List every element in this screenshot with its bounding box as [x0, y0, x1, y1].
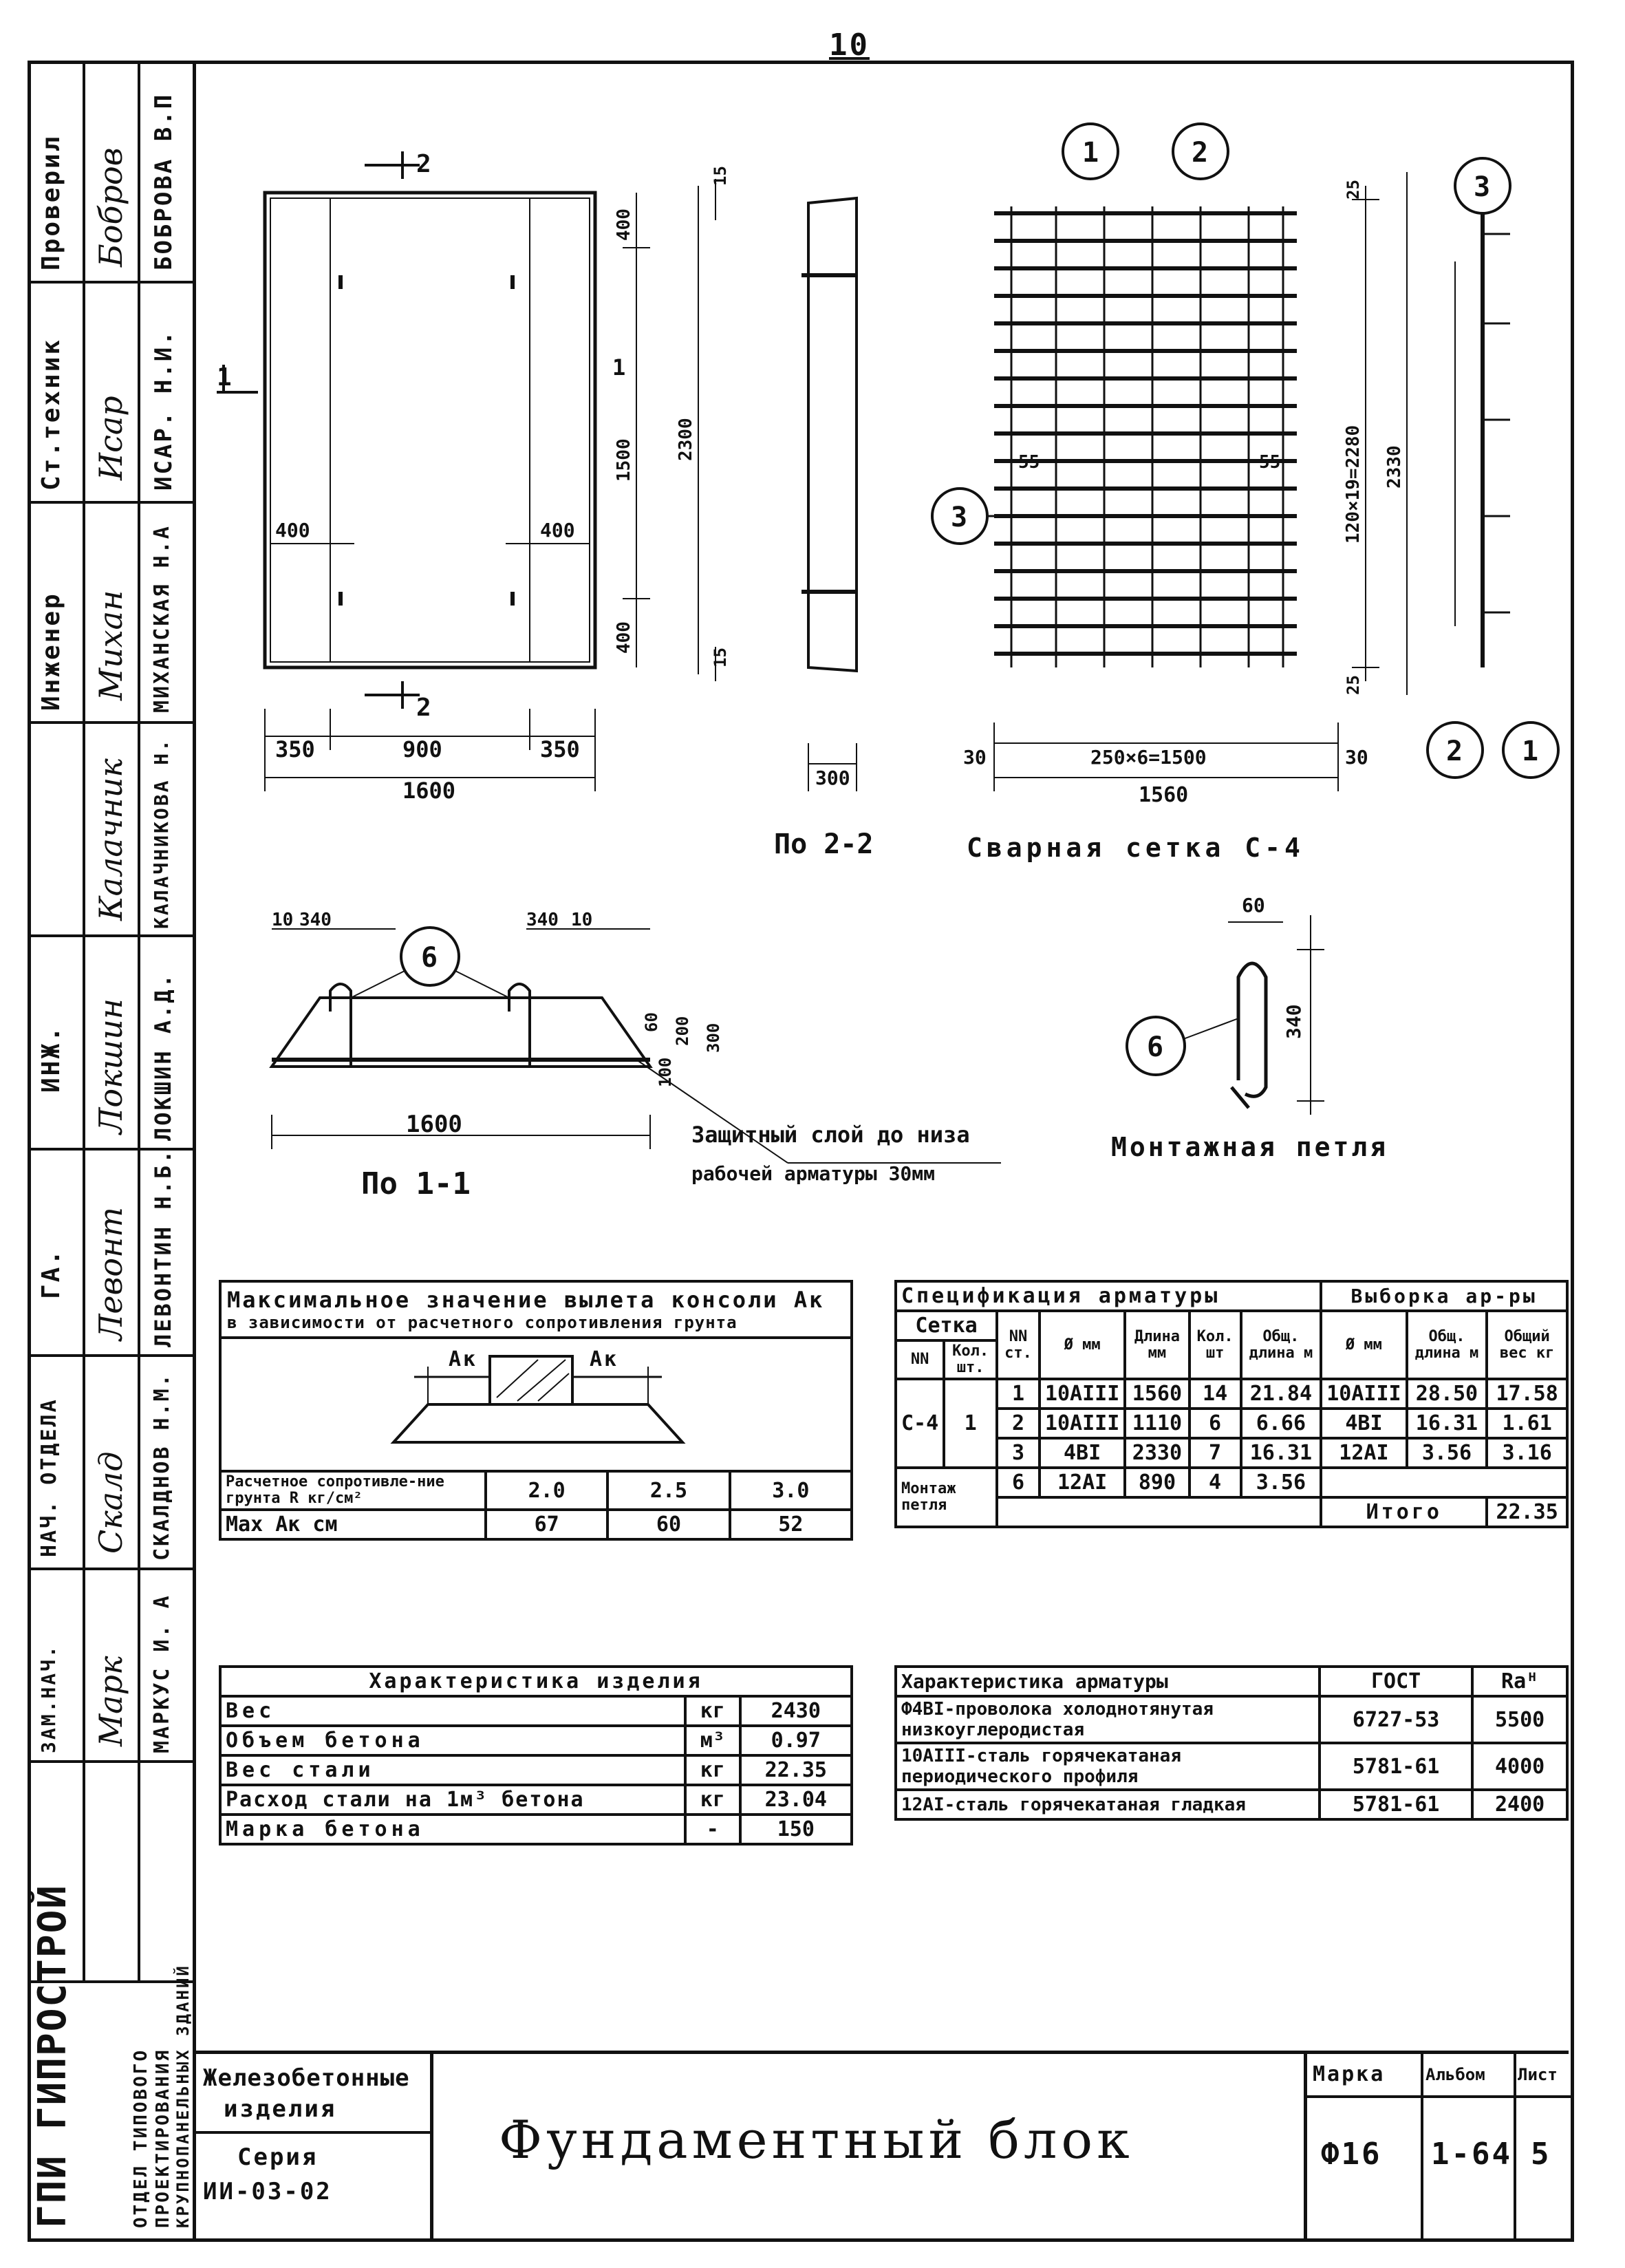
- product-row-unit: кг: [685, 1696, 740, 1726]
- plan-dim-15-bottom: 15: [711, 648, 730, 667]
- rebar-row-name: 10AIII-сталь горячекатаная периодического профиля: [896, 1743, 1320, 1790]
- rebar-row-gost: 5781-61: [1320, 1743, 1472, 1790]
- plan-section-bottom: 2: [416, 694, 431, 722]
- spec-head-total-len: Общ. длина м: [1241, 1311, 1322, 1379]
- section-2-2-dim-300: 300: [815, 767, 850, 789]
- console-row2-value-1: 60: [607, 1510, 729, 1539]
- console-row1-value-0: 2.0: [486, 1471, 607, 1510]
- rebar-table: [894, 1665, 1569, 1821]
- sidebar-name-5: ЛЕВОНТИН Н.Б.: [150, 1148, 176, 1347]
- plan-dim-1500: 1500: [614, 438, 634, 482]
- table-cell: 4BI: [1040, 1438, 1125, 1468]
- product-row-value: 150: [740, 1815, 852, 1844]
- plan-dim-2300: 2300: [676, 418, 696, 461]
- mesh-dim-30-left: 30: [963, 746, 987, 769]
- marka-value: Ф16: [1321, 2137, 1382, 2172]
- marka-label: Марка: [1313, 2062, 1386, 2086]
- table-cell: 10AIII: [1321, 1379, 1406, 1409]
- spec-setka-count: 1: [944, 1379, 997, 1468]
- console-row2-label: Max Ак см: [220, 1510, 486, 1539]
- sidebar-signature-0: Бобров: [92, 147, 129, 267]
- table-cell: 2: [997, 1409, 1040, 1438]
- product-row-unit: кг: [685, 1755, 740, 1785]
- mesh-side-callout-1: 1: [1522, 736, 1539, 767]
- rebar-row-name: Ф4BI-проволока холоднотянутая низкоуглеродистая: [896, 1696, 1320, 1743]
- spec-head-total-len2: Общ. длина м: [1407, 1311, 1487, 1379]
- mesh-dim-2330: 2330: [1384, 445, 1405, 489]
- product-row-value: 0.97: [740, 1726, 852, 1755]
- rebar-head-name: Характеристика арматуры: [896, 1667, 1320, 1696]
- sidebar-role-4: ИНЖ.: [37, 1025, 65, 1093]
- product-row-name: Вес стали: [220, 1755, 685, 1785]
- section-1-1-dim-340-left: 340: [299, 910, 332, 930]
- sheet-value: 5: [1531, 2137, 1551, 2172]
- sidebar-name-1: ИСАР. Н.И.: [150, 329, 177, 491]
- sidebar-role-0: Проверил: [37, 134, 65, 270]
- rebar-row-ra: 5500: [1472, 1696, 1567, 1743]
- section-1-1-dim-100: 100: [656, 1057, 675, 1087]
- org-logo: ГПИ ГИПРОСТРОЙ: [30, 1883, 75, 2228]
- section-1-1-dim-10-left: 10: [272, 910, 294, 930]
- sidebar-name-4: ЛОКШИН А.Д.: [150, 972, 176, 1141]
- series-label: Серия: [237, 2143, 319, 2171]
- table-cell: 1110: [1125, 1409, 1189, 1438]
- spec-head-length: Длина мм: [1125, 1311, 1189, 1379]
- mesh-side-callout-2: 2: [1446, 736, 1463, 767]
- sidebar-name-3: КАЛАЧНИКОВА Н.: [150, 737, 173, 929]
- plan-view: [217, 151, 715, 791]
- table-cell: 4BI: [1321, 1409, 1406, 1438]
- section-2-2: [801, 198, 857, 791]
- sidebar-name-7: МАРКУС И. А: [150, 1594, 174, 1753]
- console-row1-value-1: 2.5: [607, 1471, 729, 1510]
- spec-table: [894, 1280, 1569, 1528]
- title-category: [196, 2054, 433, 2240]
- table-cell: 2330: [1125, 1438, 1189, 1468]
- sidebar-role-1: Ст.техник: [37, 337, 65, 491]
- mesh-dim-25-top: 25: [1344, 180, 1363, 200]
- spec-total-label: Итого: [1321, 1497, 1487, 1527]
- rebar-row-gost: 5781-61: [1320, 1790, 1472, 1819]
- mesh-callout-1: 1: [1082, 137, 1099, 169]
- sidebar-signature-1: Исар: [92, 396, 129, 480]
- spec-title-right: Выборка ар-ры: [1321, 1281, 1567, 1311]
- table-cell: [997, 1497, 1321, 1527]
- product-row-name: Вес: [220, 1696, 685, 1726]
- table-cell: [1321, 1468, 1567, 1497]
- rebar-head-gost: ГОСТ: [1320, 1667, 1472, 1696]
- product-row-unit: кг: [685, 1785, 740, 1815]
- mesh-dim-55-right: 55: [1259, 452, 1281, 473]
- sidebar-role-7: ЗАМ.НАЧ.: [37, 1644, 60, 1753]
- table-cell: 12AI: [1040, 1468, 1125, 1497]
- spec-loop-label: Монтаж петля: [896, 1468, 997, 1527]
- loop-label: Монтажная петля: [1111, 1132, 1389, 1162]
- spec-head-diam: Ø мм: [1040, 1311, 1125, 1379]
- loop-dim-60: 60: [1242, 894, 1265, 917]
- product-row-unit: м³: [685, 1726, 740, 1755]
- mesh-dim-250x6: 250×6=1500: [1090, 746, 1207, 769]
- section-1-1-dim-10-right: 10: [571, 910, 593, 930]
- console-ak-label-right: Ак: [590, 1347, 619, 1371]
- table-cell: 6: [1190, 1409, 1241, 1438]
- spec-head-nn-st: NN ст.: [997, 1311, 1040, 1379]
- mesh-dim-120x19: 120×19=2280: [1343, 425, 1364, 544]
- spec-title: Спецификация арматуры: [896, 1281, 1321, 1311]
- table-cell: 10AIII: [1040, 1379, 1125, 1409]
- spec-head-nn: NN: [896, 1340, 944, 1379]
- org-line-1: ОТДЕЛ ТИПОВОГО: [131, 2048, 151, 2228]
- spec-head-kol: Кол. шт.: [944, 1340, 997, 1379]
- table-cell: 16.31: [1241, 1438, 1322, 1468]
- table-cell: 1560: [1125, 1379, 1189, 1409]
- table-cell: 890: [1125, 1468, 1189, 1497]
- console-row2-value-2: 52: [730, 1510, 852, 1539]
- product-row-name: Марка бетона: [220, 1815, 685, 1844]
- plan-dim-400-bottom: 400: [614, 621, 634, 654]
- category-line1: Железобетонные: [203, 2064, 410, 2092]
- product-table: [219, 1665, 853, 1846]
- title-marks: [1304, 2054, 1572, 2240]
- product-title: Характеристика изделия: [220, 1667, 852, 1696]
- table-cell: 17.58: [1487, 1379, 1567, 1409]
- spec-setka-mark: С-4: [896, 1379, 944, 1468]
- plan-dim-350-left: 350: [275, 736, 315, 762]
- page-number: 10: [829, 28, 870, 63]
- rebar-head-ra: Rаᴴ: [1472, 1667, 1567, 1696]
- table-cell: 3.56: [1407, 1438, 1487, 1468]
- console-title-line2: в зависимости от расчетного сопротивления грунта: [227, 1313, 738, 1332]
- plan-dim-900: 900: [402, 736, 442, 762]
- console-sketch: [219, 1336, 853, 1470]
- sidebar: [28, 61, 193, 2228]
- sidebar-signature-7: Марк: [92, 1656, 129, 1746]
- table-cell: 1.61: [1487, 1409, 1567, 1438]
- section-1-1-label: По 1-1: [361, 1166, 471, 1201]
- section-1-1-note-line2: рабочей арматуры 30мм: [691, 1162, 936, 1185]
- mesh-dim-1560: 1560: [1139, 783, 1189, 807]
- sidebar-signature-5: Левонт: [92, 1207, 129, 1340]
- product-row-value: 22.35: [740, 1755, 852, 1785]
- table-cell: 28.50: [1407, 1379, 1487, 1409]
- spec-head-count: Кол. шт: [1190, 1311, 1241, 1379]
- console-table: [219, 1280, 853, 1541]
- rebar-row-ra: 4000: [1472, 1743, 1567, 1790]
- section-1-1-callout-6: 6: [421, 942, 438, 974]
- table-cell: 6: [997, 1468, 1040, 1497]
- table-cell: 1: [997, 1379, 1040, 1409]
- section-1-1-dim-60: 60: [642, 1012, 661, 1032]
- sidebar-signature-2: Михан: [92, 590, 129, 700]
- plan-dim-400-top: 400: [614, 208, 634, 241]
- plan-dim-400-right: 400: [540, 519, 575, 542]
- plan-section-1-mark: 1: [612, 354, 626, 381]
- title-block: [196, 2051, 1569, 2240]
- table-cell: 3: [997, 1438, 1040, 1468]
- mesh-dim-25-bottom: 25: [1344, 675, 1363, 695]
- mesh-dim-55-left: 55: [1018, 452, 1040, 473]
- sidebar-name-6: СКАЛДНОВ Н.М.: [150, 1372, 174, 1561]
- table-cell: 14: [1190, 1379, 1241, 1409]
- sidebar-role-2: Инженер: [37, 592, 65, 711]
- product-row-value: 2430: [740, 1696, 852, 1726]
- mesh-label: Сварная сетка С-4: [967, 833, 1304, 863]
- drawings-area: [196, 103, 1565, 1239]
- console-row1-label: Расчетное сопротивле-ние грунта R кг/см²: [220, 1471, 486, 1510]
- album-value: 1-64: [1431, 2137, 1512, 2172]
- org-line-3: КРУПНОПАНЕЛЬНЫХ ЗДАНИЙ: [173, 1964, 193, 2228]
- plan-dim-350-right: 350: [540, 736, 580, 762]
- plan-dim-400-left: 400: [275, 519, 310, 542]
- mesh-callout-2: 2: [1192, 137, 1209, 169]
- spec-total-value: 22.35: [1487, 1497, 1567, 1527]
- sidebar-name-0: БОБРОВА В.П: [150, 92, 177, 270]
- section-1-1-dim-200: 200: [673, 1016, 692, 1046]
- console-values-table: [219, 1470, 853, 1541]
- spec-head-setka: Сетка: [896, 1311, 997, 1340]
- mesh-dim-30-right: 30: [1345, 746, 1368, 769]
- section-1-1-dim-340-right: 340: [526, 910, 559, 930]
- org-line-2: ПРОЕКТИРОВАНИЯ: [153, 2048, 173, 2228]
- table-cell: 4: [1190, 1468, 1241, 1497]
- console-row1-value-2: 3.0: [730, 1471, 852, 1510]
- table-cell: 7: [1190, 1438, 1241, 1468]
- table-cell: 10AIII: [1040, 1409, 1125, 1438]
- rebar-row-gost: 6727-53: [1320, 1696, 1472, 1743]
- rebar-row-name: 12AI-сталь горячекатаная гладкая: [896, 1790, 1320, 1819]
- drawing-title: Фундаментный блок: [499, 2109, 1134, 2170]
- console-table-header: [219, 1280, 853, 1336]
- album-label: Альбом: [1425, 2065, 1485, 2084]
- sidebar-signature-3: Калачник: [92, 758, 129, 921]
- mesh-callout-3: 3: [951, 502, 968, 533]
- plan-dim-1600: 1600: [402, 778, 456, 804]
- loop-dim-340: 340: [1282, 1004, 1305, 1039]
- console-ak-label-left: Ак: [449, 1347, 478, 1371]
- mesh-side-callout-3: 3: [1474, 171, 1491, 203]
- sheet-label: Лист: [1518, 2065, 1558, 2084]
- product-row-unit: -: [685, 1815, 740, 1844]
- section-1-1-dim-1600: 1600: [406, 1111, 462, 1138]
- table-cell: 6.66: [1241, 1409, 1322, 1438]
- table-cell: 16.31: [1407, 1409, 1487, 1438]
- loop-callout-6: 6: [1147, 1031, 1164, 1063]
- section-2-2-label: По 2-2: [774, 828, 874, 860]
- sidebar-role-5: ГА.: [37, 1248, 65, 1299]
- spec-head-diam2: Ø мм: [1321, 1311, 1406, 1379]
- product-row-name: Объем бетона: [220, 1726, 685, 1755]
- sidebar-name-2: МИХАНСКАЯ Н.А: [150, 524, 174, 713]
- plan-dim-15-top: 15: [711, 166, 730, 186]
- table-cell: 12AI: [1321, 1438, 1406, 1468]
- console-row2-value-0: 67: [486, 1510, 607, 1539]
- table-cell: 21.84: [1241, 1379, 1322, 1409]
- category-line2: изделия: [224, 2095, 337, 2123]
- sidebar-signature-4: Локшин: [92, 998, 129, 1134]
- spec-head-total-weight: Общий вес кг: [1487, 1311, 1567, 1379]
- product-row-name: Расход стали на 1м³ бетона: [220, 1785, 685, 1815]
- console-title-line1: Максимальное значение вылета консоли Ак: [227, 1287, 825, 1313]
- section-1-1-note-line1: Защитный слой до низа: [691, 1122, 970, 1148]
- sidebar-signature-6: Скалд: [92, 1451, 129, 1554]
- plan-section-top: 2: [416, 150, 431, 178]
- table-cell: 3.16: [1487, 1438, 1567, 1468]
- table-cell: 3.56: [1241, 1468, 1322, 1497]
- section-1-1-dim-300: 300: [704, 1023, 723, 1053]
- rebar-row-ra: 2400: [1472, 1790, 1567, 1819]
- series-value: ИИ-03-02: [203, 2178, 332, 2205]
- product-row-value: 23.04: [740, 1785, 852, 1815]
- sidebar-role-6: НАЧ. ОТДЕЛА: [37, 1398, 61, 1557]
- plan-section-side: 1: [217, 363, 232, 392]
